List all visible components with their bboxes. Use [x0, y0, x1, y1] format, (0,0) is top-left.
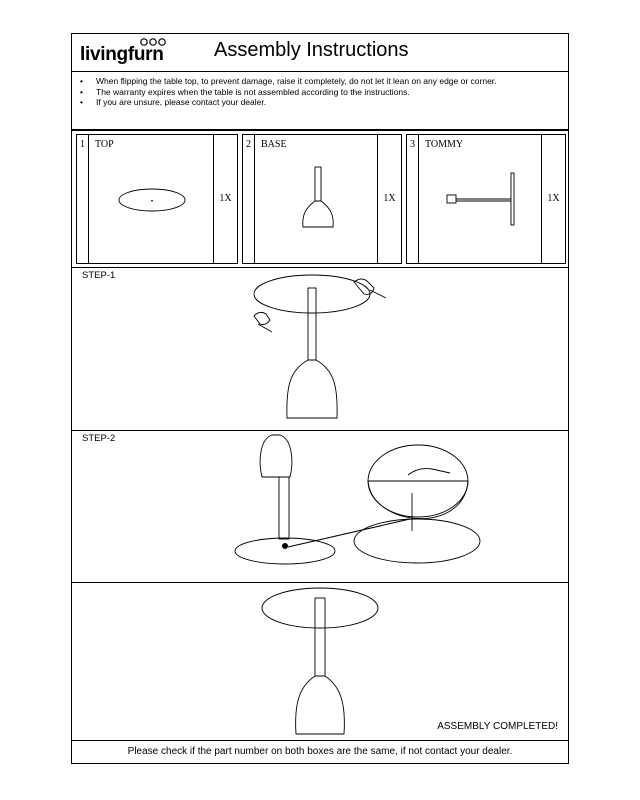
- hand-icon: [408, 469, 450, 475]
- header: [72, 34, 568, 72]
- table-top-icon: [117, 185, 187, 215]
- brand-logo: livingfurn: [80, 44, 164, 65]
- part-name: TOMMY: [425, 139, 464, 150]
- step-1-illustration: [72, 268, 570, 428]
- part-top: [76, 134, 238, 264]
- part-qty: 1X: [213, 135, 237, 263]
- page-title: Assembly Instructions: [214, 39, 409, 61]
- part-name: TOP: [95, 139, 114, 150]
- warning-notes: [72, 72, 568, 130]
- part-base: [242, 134, 402, 264]
- instruction-sheet: [71, 33, 569, 764]
- part-number: 2: [243, 135, 255, 263]
- assembly-completed-text: ASSEMBLY COMPLETED!: [437, 721, 558, 732]
- table-base-icon: [298, 165, 338, 235]
- part-qty: 1X: [541, 135, 565, 263]
- note-item: • If you are unsure, please contact your dealer.: [80, 97, 568, 108]
- note-item: • When flipping the table top, to prevent damage, raise it completely, do not let it lean on any edge or corner.: [80, 76, 568, 87]
- part-number: 3: [407, 135, 419, 263]
- part-number: 1: [77, 135, 89, 263]
- part-name: BASE: [261, 139, 287, 150]
- parts-list: [76, 134, 566, 264]
- tommy-bar-icon: [445, 169, 525, 229]
- hand-icon: [254, 312, 272, 332]
- step-2-illustration: [72, 431, 570, 581]
- part-qty: 1X: [377, 135, 401, 263]
- step-1-label: STEP-1: [82, 270, 116, 281]
- completed-table-illustration: [72, 582, 570, 740]
- divider: [72, 130, 568, 131]
- footer-note: Please check if the part number on both boxes are the same, if not contact your dealer.: [72, 740, 568, 765]
- part-tommy: [406, 134, 566, 264]
- note-item: • The warranty expires when the table is not assembled according to the instructions.: [80, 87, 568, 98]
- step-2-label: STEP-2: [82, 433, 116, 444]
